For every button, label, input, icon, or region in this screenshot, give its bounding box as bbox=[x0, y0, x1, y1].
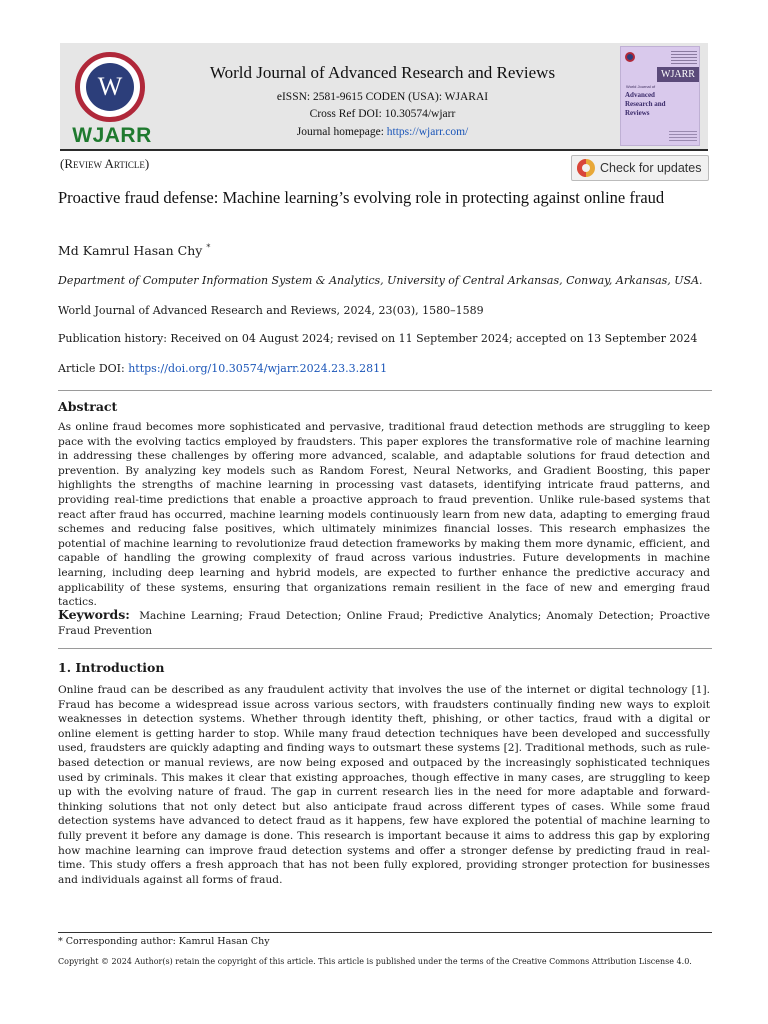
journal-logo bbox=[69, 52, 155, 148]
article-doi bbox=[58, 362, 387, 375]
header-divider bbox=[60, 149, 708, 151]
cover-text-lines bbox=[671, 51, 697, 65]
cover-footer-lines bbox=[669, 131, 697, 141]
author-name: Md Kamrul Hasan Chy bbox=[58, 243, 203, 259]
cover-title bbox=[625, 91, 666, 118]
corresponding-mark: * bbox=[206, 243, 211, 252]
author-line bbox=[58, 243, 210, 258]
check-for-updates-button[interactable] bbox=[571, 155, 709, 181]
keywords-text: Machine Learning; Fraud Detection; Online Fraud; Predictive Analytics; Anomaly Detection; Proactive Fraud Prevention bbox=[58, 610, 710, 637]
paper-title: Proactive fraud defense: Machine learning’s evolving role in protecting against online fraud bbox=[58, 188, 665, 207]
abstract-heading: Abstract bbox=[58, 399, 118, 414]
section-divider bbox=[58, 648, 712, 649]
crossref-line: Cross Ref DOI: 10.30574/wjarr bbox=[309, 108, 456, 120]
logo-letter: W bbox=[86, 63, 134, 111]
journal-title: World Journal of Advanced Research and Reviews bbox=[209, 63, 556, 82]
abstract-text: As online fraud becomes more sophisticated and pervasive, traditional fraud detection methods are struggling to keep pace with the evolving tactics employed by fraudsters. This paper explores the transformative role of machine learning in addressing these challenges by offering more advanced, scalable, and adaptable solutions for fraud detection and prevention. By analyzing key models such as Random Forest, Neural Networks, and Gradient Boosting, this paper highlights the strengths of machine learning in processing vast datasets, identifying intricate fraud patterns, and providing real-time predictions that enable a proactive approach to fraud prevention. Unlike rule-based systems that react after fraud has occurred, machine learning models continuously learn from new data, adapting to emerging fraud schemes and reducing false positives, which ultimately minimizes financial losses. This research emphasizes the potential of machine learning to revolutionize fraud detection frameworks by making them more dynamic, efficient, and capable of handling the growing complexity of fraud across various industries. Future developments in machine learning, including deep learning and hybrid models, are expected to further enhance the predictive accuracy and applicability of these systems, ensuring that organizations remain resilient in the face of new and emerging fraud tactics. bbox=[58, 421, 710, 609]
homepage-line bbox=[180, 126, 585, 138]
article-type: (Review Article) bbox=[60, 156, 150, 171]
homepage-label: Journal homepage: bbox=[296, 126, 387, 138]
journal-cover-thumbnail bbox=[620, 46, 700, 146]
cover-brand: WJARR bbox=[657, 67, 699, 82]
check-for-updates-label: Check for updates bbox=[600, 161, 702, 175]
cover-emblem bbox=[625, 52, 635, 62]
keywords bbox=[58, 607, 710, 639]
affiliation: Department of Computer Information System & Analytics, University of Central Arkansas, Conway, Arkansas, USA. bbox=[58, 274, 703, 287]
doi-link[interactable]: https://doi.org/10.30574/wjarr.2024.23.3.2811 bbox=[128, 362, 388, 375]
footnote-divider bbox=[58, 932, 712, 933]
cover-title-line: Advanced bbox=[625, 91, 655, 99]
copyright-notice: Copyright © 2024 Author(s) retain the copyright of this article. This article is published under the terms of the Creative Commons Attribution Liscense 4.0. bbox=[58, 957, 692, 966]
cover-title-line: Research and bbox=[625, 100, 666, 108]
cover-title-line: Reviews bbox=[625, 109, 650, 117]
corresponding-author-note: * Corresponding author: Kamrul Hasan Chy bbox=[58, 936, 270, 947]
homepage-link[interactable]: https://wjarr.com/ bbox=[386, 126, 469, 138]
introduction-text: Online fraud can be described as any fraudulent activity that involves the use of the internet or digital technology [1]. Fraud has become a widespread issue across various sectors, with fraudsters continually finding new ways to exploit weaknesses in detection systems. Whether through identity theft, phishing, or other tactics, fraud with a digital or online element is getting harder to stop. While many fraud detection techniques have been developed and successfully used, fraudsters are quickly adapting and finding ways to outsmart these systems [2]. Traditional methods, such as rule-based detection or manual reviews, are now being exposed and outpaced by the increasingly sophisticated techniques used by criminals. This makes it clear that existing approaches, though effective in many cases, are struggling to keep up with the evolving nature of fraud. The gap in current research lies in the need for more adaptable and forward-thinking solutions that not only detect but also anticipate fraud across different types of cases. While some fraud detection systems have advanced to detect fraud as it happens, few have explored the potential of machine learning to fully prevent it before any damage is done. This research is important because it aims to address this gap by exploring how machine learning can improve fraud detection systems and offer a stronger defense by predicting fraud in real-time. This study offers a fresh approach that has not been fully explored, providing stronger protection for businesses and individuals against all forms of fraud. bbox=[58, 684, 710, 886]
doi-label: Article DOI: bbox=[58, 362, 129, 375]
keywords-heading: Keywords: bbox=[58, 607, 130, 622]
citation: World Journal of Advanced Research and Reviews, 2024, 23(03), 1580–1589 bbox=[58, 304, 484, 317]
crossmark-icon bbox=[577, 159, 595, 177]
section-divider bbox=[58, 390, 712, 391]
logo-wordmark: WJARR bbox=[72, 124, 152, 147]
introduction-heading: 1. Introduction bbox=[58, 660, 165, 675]
publication-history: Publication history: Received on 04 August 2024; revised on 11 September 2024; accepted on 13 September 2024 bbox=[58, 332, 698, 345]
issn-line: eISSN: 2581-9615 CODEN (USA): WJARAI bbox=[276, 91, 489, 103]
logo-emblem bbox=[75, 52, 145, 122]
cover-small-text: World Journal of bbox=[626, 84, 656, 89]
